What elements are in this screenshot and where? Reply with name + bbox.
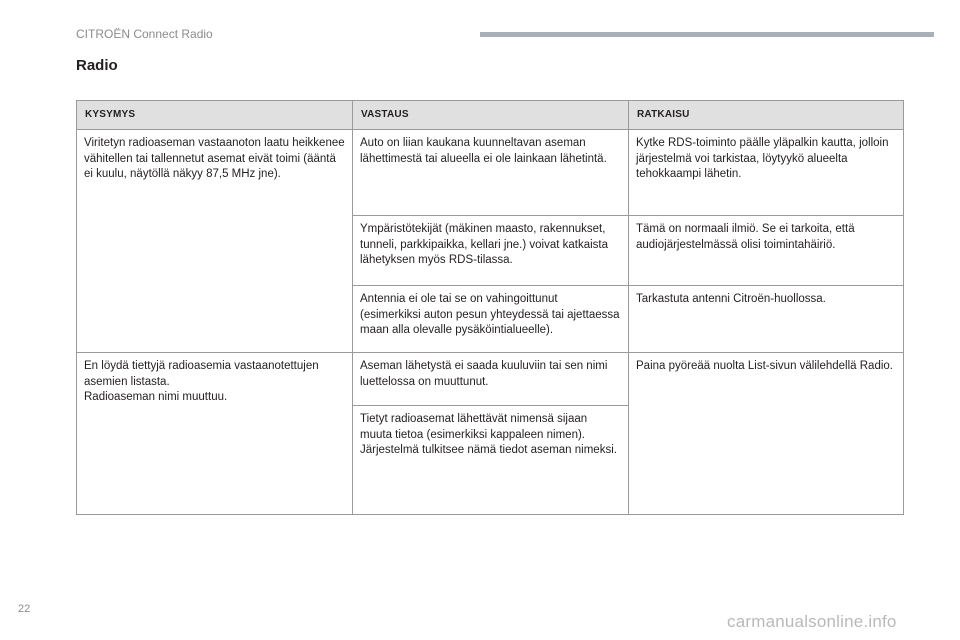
running-header: CITROËN Connect Radio bbox=[76, 27, 213, 41]
column-header-answer: VASTAUS bbox=[353, 101, 629, 130]
question-cell: Viritetyn radioaseman vastaanoton laatu heikkenee vähitellen tai tallennetut asemat eivät toimi (ääntä ei kuulu, näytöllä näkyy 87,5 MHz jne). bbox=[77, 130, 353, 353]
header-divider-bar bbox=[480, 32, 934, 37]
table-row bbox=[77, 353, 904, 406]
table-header-row bbox=[77, 101, 904, 130]
solution-cell: Tämä on normaali ilmiö. Se ei tarkoita, että audiojärjestelmässä olisi toimintahäiriö. bbox=[629, 216, 904, 286]
table-row bbox=[77, 130, 904, 216]
answer-cell: Tietyt radioasemat lähettävät nimensä sijaan muuta tietoa (esimerkiksi kappaleen nimen). Järjestelmä tulkitsee nämä tiedot aseman nimeksi. bbox=[353, 406, 629, 515]
solution-cell: Paina pyöreää nuolta List-sivun välilehdellä Radio. bbox=[629, 353, 904, 515]
solution-cell: Tarkastuta antenni Citroën-huollossa. bbox=[629, 286, 904, 353]
column-header-question: KYSYMYS bbox=[77, 101, 353, 130]
answer-cell: Aseman lähetystä ei saada kuuluviin tai sen nimi luettelossa on muuttunut. bbox=[353, 353, 629, 406]
page-number: 22 bbox=[18, 603, 31, 615]
solution-cell: Kytke RDS-toiminto päälle yläpalkin kautta, jolloin järjestelmä voi tarkistaa, löytyykö alueelta tehokkaampi lähetin. bbox=[629, 130, 904, 216]
question-cell: En löydä tiettyjä radioasemia vastaanotettujen asemien listasta. Radioaseman nimi muuttuu. bbox=[77, 353, 353, 515]
answer-cell: Antennia ei ole tai se on vahingoittunut (esimerkiksi auton pesun yhteydessä tai ajettaessa maan alla olevalle pysäköintialueelle). bbox=[353, 286, 629, 353]
troubleshooting-table bbox=[76, 100, 904, 515]
answer-cell: Ympäristötekijät (mäkinen maasto, rakennukset, tunneli, parkkipaikka, kellari jne.) voivat katkaista lähetyksen myös RDS-tilassa. bbox=[353, 216, 629, 286]
column-header-solution: RATKAISU bbox=[629, 101, 904, 130]
answer-cell: Auto on liian kaukana kuunneltavan aseman lähettimestä tai alueella ei ole lainkaan lähetintä. bbox=[353, 130, 629, 216]
section-title: Radio bbox=[76, 57, 118, 74]
watermark: carmanualsonline.info bbox=[727, 612, 897, 631]
